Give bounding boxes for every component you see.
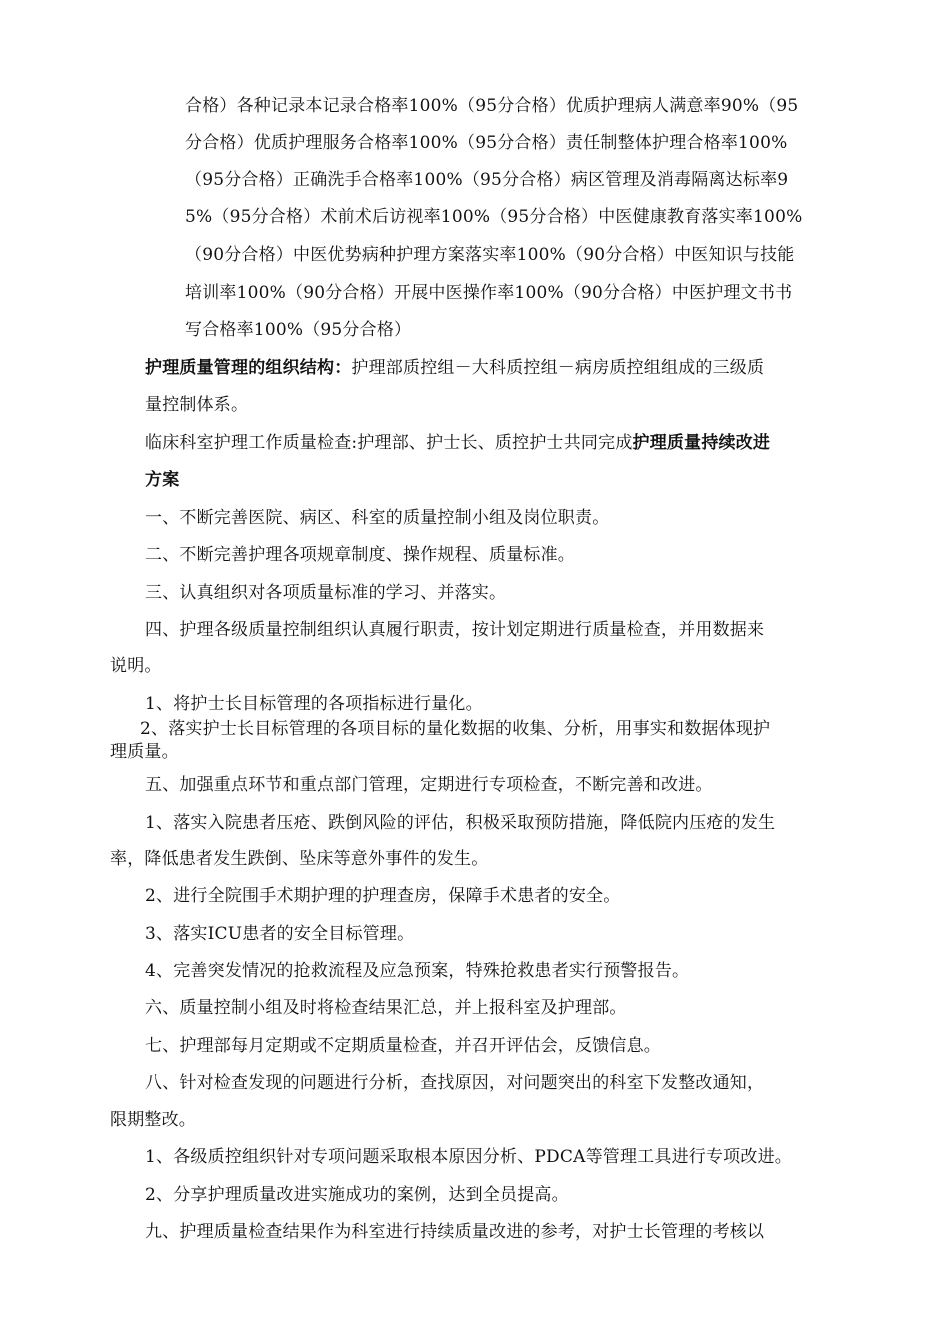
org-structure-text: 护理部质控组－大科质控组－病房质控组组成的三级质 <box>351 358 765 378</box>
item-5-sub-4: 4、完善突发情况的抢救流程及应急预案，特殊抢救患者实行预警报告。 <box>145 961 690 981</box>
item-4-sub-1: 1、将护士长目标管理的各项指标进行量化。 <box>145 694 483 714</box>
item-2: 二、不断完善护理各项规章制度、操作规程、质量标准。 <box>145 545 575 565</box>
item-4-sub-2-line-1: 2、落实护士长目标管理的各项目标的量化数据的收集、分析，用事实和数据体现护 <box>140 719 771 739</box>
item-7: 七、护理部每月定期或不定期质量检查，并召开评估会，反馈信息。 <box>145 1036 661 1056</box>
item-5: 五、加强重点环节和重点部门管理，定期进行专项检查，不断完善和改进。 <box>145 775 713 795</box>
item-8-line-2: 限期整改。 <box>110 1110 196 1130</box>
item-4-line-1: 四、护理各级质量控制组织认真履行职责，按计划定期进行质量检查，并用数据来 <box>145 620 765 640</box>
quality-check-line <box>145 432 770 454</box>
quality-targets-line-7: 写合格率100%（95分合格） <box>185 320 412 340</box>
item-4-sub-2-line-2: 理质量。 <box>110 742 179 762</box>
org-structure-line-1 <box>145 357 764 379</box>
quality-targets-line-2: 分合格）优质护理服务合格率100%（95分合格）责任制整体护理合格率100% <box>185 133 788 153</box>
item-8-sub-1: 1、各级质控组织针对专项问题采取根本原因分析、PDCA等管理工具进行专项改进。 <box>145 1147 792 1167</box>
quality-targets-line-1: 合格）各种记录本记录合格率100%（95分合格）优质护理病人满意率90%（95 <box>185 96 799 116</box>
item-5-sub-3: 3、落实ICU患者的安全目标管理。 <box>145 924 415 944</box>
org-structure-line-2: 量控制体系。 <box>145 395 249 415</box>
improvement-plan-heading-part-2: 方案 <box>145 470 180 490</box>
item-5-sub-2: 2、进行全院围手术期护理的护理查房，保障手术患者的安全。 <box>145 886 621 906</box>
improvement-plan-heading-part-1: 护理质量持续改进 <box>632 433 771 453</box>
item-9: 九、护理质量检查结果作为科室进行持续质量改进的参考，对护士长管理的考核以 <box>145 1222 765 1242</box>
quality-targets-line-5: （90分合格）中医优势病种护理方案落实率100%（90分合格）中医知识与技能 <box>185 245 795 265</box>
item-6: 六、质量控制小组及时将检查结果汇总，并上报科室及护理部。 <box>145 998 627 1018</box>
item-4-line-2: 说明。 <box>110 656 162 676</box>
quality-targets-line-6: 培训率100%（90分合格）开展中医操作率100%（90分合格）中医护理文书书 <box>185 283 793 303</box>
quality-check-text: 临床科室护理工作质量检查:护理部、护士长、质控护士共同完成 <box>145 433 633 453</box>
item-8-line-1: 八、针对检查发现的问题进行分析，查找原因，对问题突出的科室下发整改通知， <box>145 1073 765 1093</box>
item-1: 一、不断完善医院、病区、科室的质量控制小组及岗位职责。 <box>145 508 610 528</box>
item-5-sub-1-line-2: 率，降低患者发生跌倒、坠床等意外事件的发生。 <box>110 849 489 869</box>
quality-targets-line-4: 5%（95分合格）术前术后访视率100%（95分合格）中医健康教育落实率100% <box>185 207 803 227</box>
item-8-sub-2: 2、分享护理质量改进实施成功的案例，达到全员提高。 <box>145 1185 569 1205</box>
item-3: 三、认真组织对各项质量标准的学习、并落实。 <box>145 583 507 603</box>
item-5-sub-1-line-1: 1、落实入院患者压疮、跌倒风险的评估，积极采取预防措施，降低院内压疮的发生 <box>145 813 776 833</box>
org-structure-label: 护理质量管理的组织结构： <box>145 358 352 378</box>
quality-targets-line-3: （95分合格）正确洗手合格率100%（95分合格）病区管理及消毒隔离达标率9 <box>185 170 789 190</box>
